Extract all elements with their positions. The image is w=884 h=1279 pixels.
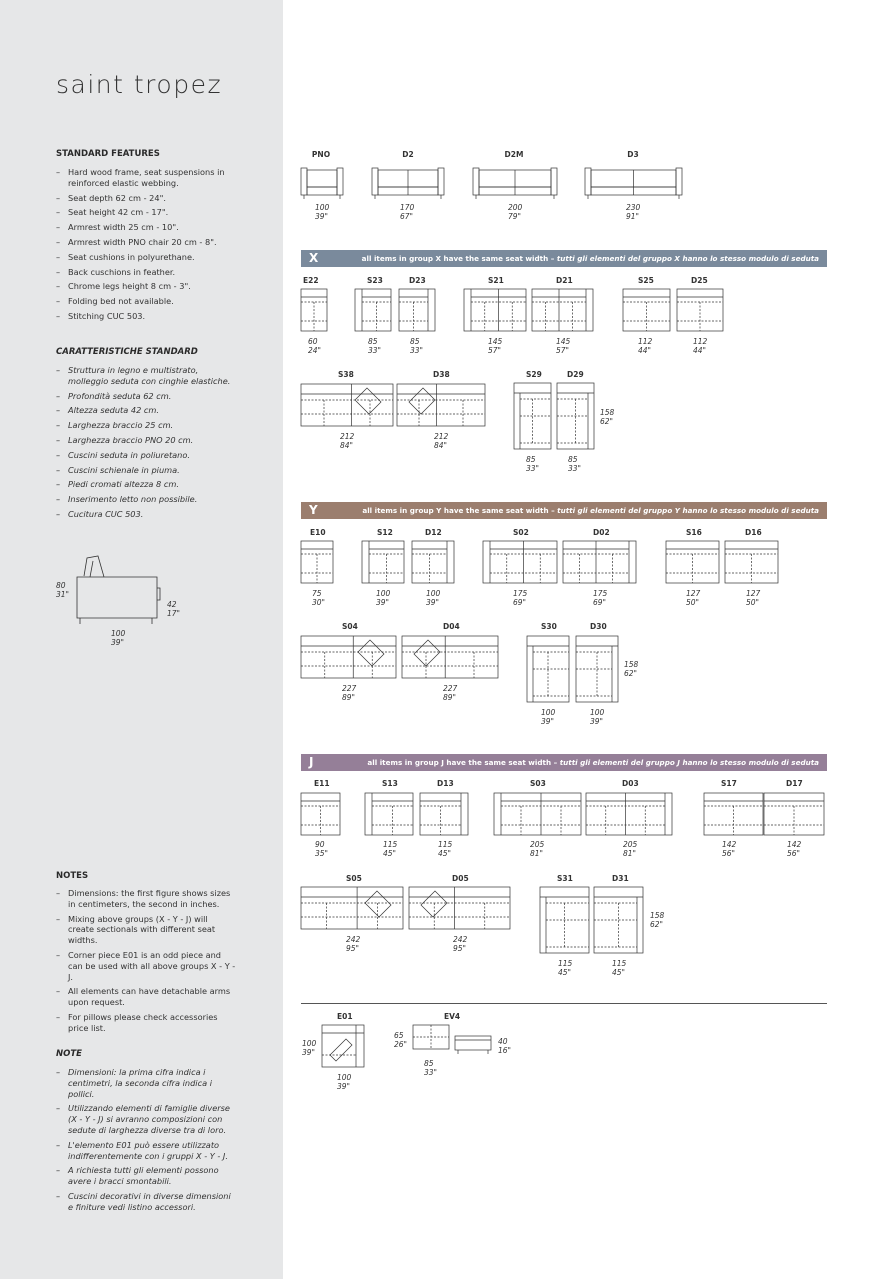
list-item: – Utilizzando elementi di famiglie diverse (X - Y - J) si avranno composizioni con sedute di larghezza diverse tra di loro. bbox=[56, 1103, 236, 1135]
piece-dimension: 85 33" bbox=[568, 455, 581, 473]
piece-code: S25 bbox=[638, 276, 654, 285]
piece-dimension: 85 33" bbox=[410, 337, 423, 355]
sofa-plan-view bbox=[483, 541, 557, 583]
piece-dimension: 115 45" bbox=[558, 959, 573, 977]
piece-dimension: 100 39" bbox=[376, 589, 391, 607]
piece-code: D05 bbox=[452, 874, 469, 883]
standard-features-heading: STANDARD FEATURES bbox=[56, 149, 160, 159]
list-item: – All elements can have detachable arms upon request. bbox=[56, 986, 236, 1008]
piece-dimension: 100 39" bbox=[337, 1073, 352, 1091]
piece-dimension: 85 33" bbox=[526, 455, 539, 473]
piece-code: D16 bbox=[745, 528, 762, 537]
piece-code: E01 bbox=[337, 1012, 353, 1021]
group-note-en: all items in group X have the same seat width bbox=[361, 254, 549, 263]
list-item: – Cuscini schienale in piuma. bbox=[56, 465, 236, 476]
piece-code: PNO bbox=[311, 150, 331, 159]
list-item: – Cuscini seduta in poliuretano. bbox=[56, 450, 236, 461]
note-it-heading: NOTE bbox=[56, 1049, 82, 1059]
piece-dimension: 142 56" bbox=[722, 840, 737, 858]
piece-dimension: 127 50" bbox=[746, 589, 761, 607]
sofa-chaise-view bbox=[576, 636, 618, 702]
sofa-corner-view bbox=[402, 636, 498, 678]
group-note-en: all items in group Y have the same seat width bbox=[362, 506, 549, 515]
notes-heading: NOTES bbox=[56, 871, 89, 881]
list-item: – Inserimento letto non possibile. bbox=[56, 494, 236, 505]
piece-code: D04 bbox=[443, 622, 460, 631]
sofa-front-view bbox=[473, 168, 557, 199]
list-item: – Seat depth 62 cm - 24". bbox=[56, 193, 236, 204]
piece-code: S38 bbox=[338, 370, 354, 379]
group-x-note: all items in group X have the same seat width – tutti gli elementi del gruppo X hanno lo stesso modulo di seduta bbox=[361, 254, 819, 263]
ottoman-ev4 bbox=[413, 1025, 491, 1054]
piece-code: EV4 bbox=[444, 1012, 461, 1021]
sofa-plan-view bbox=[420, 793, 468, 835]
list-item: – Dimensions: the first figure shows sizes in centimeters, the second in inches. bbox=[56, 888, 236, 910]
sofa-plan-view bbox=[412, 541, 454, 583]
list-item: – Armrest width PNO chair 20 cm - 8". bbox=[56, 237, 236, 248]
piece-dimension: 112 44" bbox=[638, 337, 653, 355]
piece-code: D03 bbox=[622, 779, 639, 788]
piece-code: D2 bbox=[402, 150, 414, 159]
piece-dimension: 85 33" bbox=[368, 337, 381, 355]
group-y-note: all items in group Y have the same seat width – tutti gli elementi del gruppo Y hanno lo stesso modulo di seduta bbox=[362, 506, 819, 515]
piece-dimension: 212 84" bbox=[434, 432, 449, 450]
sofa-chaise-view bbox=[514, 383, 551, 449]
sofa-corner-view bbox=[301, 636, 396, 678]
sofa-chaise-view bbox=[527, 636, 569, 702]
list-item: – Stitching CUC 503. bbox=[56, 311, 236, 322]
piece-code: D31 bbox=[612, 874, 629, 883]
piece-code: S31 bbox=[557, 874, 573, 883]
piece-code: S13 bbox=[382, 779, 398, 788]
piece-dimension: 142 56" bbox=[787, 840, 802, 858]
side-height-label: 42 17" bbox=[167, 600, 180, 618]
sofa-plan-view bbox=[464, 289, 526, 331]
piece-dimension: 127 50" bbox=[686, 589, 701, 607]
list-item: – Seat cushions in polyurethane. bbox=[56, 252, 236, 263]
sofa-plan-view bbox=[301, 541, 333, 583]
sofa-plan-view bbox=[362, 541, 404, 583]
sofa-plan-view bbox=[704, 793, 763, 835]
list-item: – Struttura in legno e multistrato, molleggio seduta con cinghie elastiche. bbox=[56, 365, 236, 387]
piece-dimension: 112 44" bbox=[693, 337, 708, 355]
piece-dimension: 115 45" bbox=[438, 840, 453, 858]
group-j-note: all items in group J have the same seat width – tutti gli elementi del gruppo J hanno lo stesso modulo di seduta bbox=[367, 758, 819, 767]
piece-code: S17 bbox=[721, 779, 737, 788]
piece-dimension: 40 16" bbox=[498, 1037, 511, 1055]
piece-code: S03 bbox=[530, 779, 546, 788]
sofa-plan-view bbox=[355, 289, 391, 331]
list-item: – Larghezza braccio PNO 20 cm. bbox=[56, 435, 236, 446]
piece-code: D23 bbox=[409, 276, 426, 285]
side-depth-label: 80 31" bbox=[56, 581, 69, 599]
list-item: – Hard wood frame, seat suspensions in reinforced elastic webbing. bbox=[56, 167, 236, 189]
piece-code: S21 bbox=[488, 276, 504, 285]
list-item: – Seat height 42 cm - 17". bbox=[56, 207, 236, 218]
sofa-corner-view bbox=[301, 887, 403, 929]
sofa-chaise-view bbox=[540, 887, 589, 953]
list-item: – Cuscini decorativi in diverse dimensioni e finiture vedi listino accessori. bbox=[56, 1191, 236, 1213]
sofa-plan-view bbox=[677, 289, 723, 331]
group-note-it: tutti gli elementi del gruppo X hanno lo stesso modulo di seduta bbox=[556, 254, 819, 263]
side-view-drawing bbox=[77, 556, 160, 624]
sofa-plan-view bbox=[725, 541, 778, 583]
sofa-chaise-view bbox=[557, 383, 594, 449]
piece-dimension: 90 35" bbox=[315, 840, 328, 858]
piece-dimension: 100 39" bbox=[302, 1039, 317, 1057]
sofa-plan-view bbox=[365, 793, 413, 835]
side-width-label: 100 39" bbox=[111, 629, 126, 647]
piece-code: D3 bbox=[627, 150, 639, 159]
piece-code: S29 bbox=[526, 370, 542, 379]
sofa-plan-view bbox=[301, 289, 327, 331]
piece-code: D17 bbox=[786, 779, 803, 788]
piece-code: E10 bbox=[310, 528, 326, 537]
list-item: – Profondità seduta 62 cm. bbox=[56, 391, 236, 402]
piece-code: D21 bbox=[556, 276, 573, 285]
sofa-plan-view bbox=[563, 541, 636, 583]
notes-list bbox=[56, 888, 236, 1038]
sofa-corner-view bbox=[409, 887, 510, 929]
piece-dimension: 158 62" bbox=[650, 911, 665, 929]
piece-code: D29 bbox=[567, 370, 584, 379]
piece-dimension: 145 57" bbox=[488, 337, 503, 355]
piece-dimension: 60 24" bbox=[308, 337, 321, 355]
sofa-plan-view bbox=[301, 793, 340, 835]
sofa-corner-view bbox=[301, 384, 393, 426]
piece-dimension: 145 57" bbox=[556, 337, 571, 355]
sofa-front-view bbox=[585, 168, 682, 199]
piece-dimension: 200 79" bbox=[508, 203, 523, 221]
page-title: saint tropez bbox=[56, 70, 223, 99]
piece-code: D25 bbox=[691, 276, 708, 285]
list-item: – L'elemento E01 può essere utilizzato indifferentemente con i gruppi X - Y - J. bbox=[56, 1140, 236, 1162]
piece-dimension: 227 89" bbox=[342, 684, 357, 702]
sofa-plan-view bbox=[764, 793, 824, 835]
piece-code: E22 bbox=[303, 276, 319, 285]
list-item: – For pillows please check accessories price list. bbox=[56, 1012, 236, 1034]
group-note-it: tutti gli elementi del gruppo Y hanno lo stesso modulo di seduta bbox=[557, 506, 819, 515]
piece-dimension: 175 69" bbox=[513, 589, 528, 607]
piece-code: S23 bbox=[367, 276, 383, 285]
list-item: – Folding bed not available. bbox=[56, 296, 236, 307]
sofa-plan-view bbox=[586, 793, 672, 835]
group-x-band bbox=[301, 250, 827, 267]
list-item: – Cucitura CUC 503. bbox=[56, 509, 236, 520]
piece-dimension: 115 45" bbox=[612, 959, 627, 977]
sofa-front-view bbox=[372, 168, 444, 199]
piece-dimension: 85 33" bbox=[424, 1059, 437, 1077]
piece-dimension: 100 39" bbox=[590, 708, 605, 726]
piece-code: S02 bbox=[513, 528, 529, 537]
sofa-plan-view bbox=[532, 289, 593, 331]
piece-dimension: 205 81" bbox=[530, 840, 545, 858]
piece-dimension: 212 84" bbox=[340, 432, 355, 450]
corner-piece-e01 bbox=[322, 1025, 364, 1067]
group-x-letter: X bbox=[309, 251, 319, 265]
piece-dimension: 100 39" bbox=[541, 708, 556, 726]
piece-code: D13 bbox=[437, 779, 454, 788]
piece-dimension: 100 39" bbox=[315, 203, 330, 221]
piece-dimension: 158 62" bbox=[624, 660, 639, 678]
group-note-it: tutti gli elementi del gruppo J hanno lo stesso modulo di seduta bbox=[559, 758, 819, 767]
group-j-band bbox=[301, 754, 827, 771]
piece-dimension: 242 95" bbox=[453, 935, 468, 953]
list-item: – Altezza seduta 42 cm. bbox=[56, 405, 236, 416]
piece-dimension: 100 39" bbox=[426, 589, 441, 607]
piece-dimension: 205 81" bbox=[623, 840, 638, 858]
list-item: – Larghezza braccio 25 cm. bbox=[56, 420, 236, 431]
piece-dimension: 170 67" bbox=[400, 203, 415, 221]
group-y-band bbox=[301, 502, 827, 519]
piece-code: S30 bbox=[541, 622, 557, 631]
list-item: – Back cuschions in feather. bbox=[56, 267, 236, 278]
piece-dimension: 227 89" bbox=[443, 684, 458, 702]
piece-code: S05 bbox=[346, 874, 362, 883]
note-it-list bbox=[56, 1067, 236, 1217]
list-item: – Corner piece E01 is an odd piece and can be used with all above groups X - Y - J. bbox=[56, 950, 236, 982]
piece-dimension: 115 45" bbox=[383, 840, 398, 858]
piece-dimension: 230 91" bbox=[626, 203, 641, 221]
group-y-letter: Y bbox=[309, 503, 318, 517]
list-item: – Piedi cromati altezza 8 cm. bbox=[56, 479, 236, 490]
sofa-plan-view bbox=[666, 541, 719, 583]
list-item: – Chrome legs height 8 cm - 3". bbox=[56, 281, 236, 292]
caratteristiche-heading: CARATTERISTICHE STANDARD bbox=[56, 347, 198, 357]
section-divider bbox=[301, 1003, 827, 1004]
sofa-front-view bbox=[301, 168, 343, 199]
piece-dimension: 158 62" bbox=[600, 408, 615, 426]
sofa-corner-view bbox=[397, 384, 485, 426]
piece-dimension: 175 69" bbox=[593, 589, 608, 607]
list-item: – Dimensioni: la prima cifra indica i centimetri, la seconda cifra indica i pollici. bbox=[56, 1067, 236, 1099]
piece-code: D02 bbox=[593, 528, 610, 537]
piece-code: D12 bbox=[425, 528, 442, 537]
piece-code: D2M bbox=[504, 150, 524, 159]
piece-dimension: 65 26" bbox=[394, 1031, 407, 1049]
piece-code: S12 bbox=[377, 528, 393, 537]
piece-dimension: 242 95" bbox=[346, 935, 361, 953]
piece-code: S04 bbox=[342, 622, 358, 631]
piece-code: S16 bbox=[686, 528, 702, 537]
sofa-plan-view bbox=[399, 289, 435, 331]
sofa-plan-drawings bbox=[301, 168, 824, 1067]
sofa-plan-view bbox=[623, 289, 670, 331]
piece-code: E11 bbox=[314, 779, 330, 788]
group-j-letter: J bbox=[309, 755, 314, 769]
list-item: – Mixing above groups (X - Y - J) will create sectionals with different seat widths. bbox=[56, 914, 236, 946]
list-item: – Armrest width 25 cm - 10". bbox=[56, 222, 236, 233]
group-note-en: all items in group J have the same seat width bbox=[367, 758, 552, 767]
sofa-chaise-view bbox=[594, 887, 643, 953]
piece-code: D30 bbox=[590, 622, 607, 631]
piece-dimension: 75 30" bbox=[312, 589, 325, 607]
sofa-plan-view bbox=[494, 793, 581, 835]
list-item: – A richiesta tutti gli elementi possono avere i bracci smontabili. bbox=[56, 1165, 236, 1187]
piece-code: D38 bbox=[433, 370, 450, 379]
